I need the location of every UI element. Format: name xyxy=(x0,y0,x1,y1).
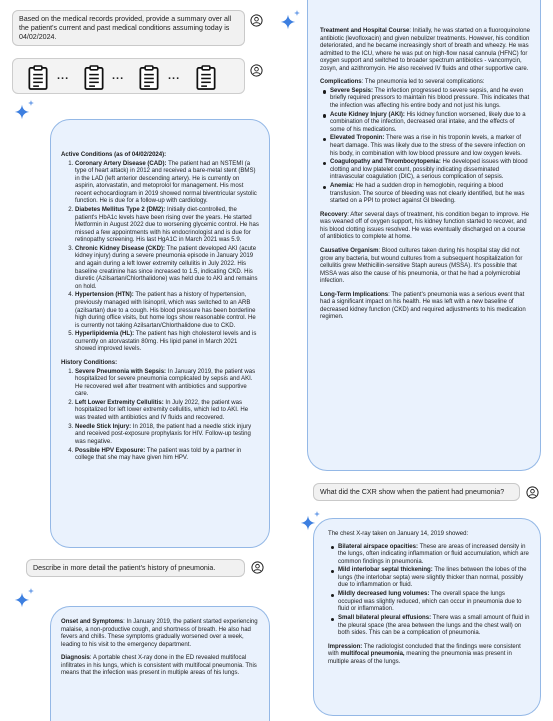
user-message-bubble xyxy=(26,559,245,577)
document-icon[interactable] xyxy=(83,65,105,90)
history-conditions-list xyxy=(61,369,259,463)
list-item: Mild interlobar septal thickening: The lines between the lobes of the lungs (the interlobar septa) were slightly thicker than normal, possibly due to inflammation or fluid. xyxy=(338,567,530,590)
user-avatar-icon xyxy=(250,64,263,77)
list-item: Coagulopathy and Thrombocytopenia: He developed issues with blood clotting and low platelet count, possibly indicating disseminated intravascular coagulation (DIC), a serious complication of sepsis. xyxy=(330,159,530,182)
list-item: 5. Hyperlipidemia (HL): The patient has high cholesterol levels and is currently on atorvastatin 80mg. His lipid panel in March 2021 showed improved levels. xyxy=(75,331,259,354)
ellipsis: ... xyxy=(168,70,181,82)
ai-sparkle-small-icon xyxy=(27,587,35,595)
list-item: 4. Hypertension (HTN): The patient has a history of hypertension, previously managed with lisinopril, which was switched to an ARB (azilsartan) due to a cough. His blood pressure has been borderline high during office visits, but home logs show reasonable control. He is currently not taking Azilsartan/Chlorthalidone due to CKD. xyxy=(75,292,259,330)
assistant-response-conditions xyxy=(50,119,270,548)
list-item: Severe Sepsis: The infection progressed to severe sepsis, and he even briefly required pressors to maintain his blood pressure. This indicates that the infection was affecting his entire body and not just his lungs. xyxy=(330,87,530,109)
ellipsis: ... xyxy=(112,70,125,82)
ellipsis: ... xyxy=(57,70,70,82)
cxr-intro: The chest X-ray taken on January 14, 2019 showed: xyxy=(328,531,469,537)
user-message-bubble xyxy=(12,10,245,46)
user-avatar-icon xyxy=(526,486,539,499)
document-icon[interactable] xyxy=(138,65,160,90)
list-item: 1. Coronary Artery Disease (CAD): The patient had an NSTEMI (a type of heart attack) in 2012 and received a bare-metal stent (BMS) in the LAD (left anterior descending artery). He is currently on aspirin, atorvastatin, and metoprolol for management. His most recent echocardiogram in 2019 showed normal biventricular systolic function. He is due for a follow-up with cardiology. xyxy=(75,161,259,206)
assistant-response-cxr xyxy=(313,518,541,716)
active-conditions-list xyxy=(61,161,259,354)
onset-paragraph: Onset and Symptoms: In January 2019, the patient started experiencing malaise, a non-productive cough, and shortness of breath. He also had fevers and chills. These symptoms gradually worsened over a week, leading to his visit to the emergency department. xyxy=(61,619,258,648)
assistant-response-pneumonia-part2 xyxy=(307,0,541,471)
list-item: 4. Possible HPV Exposure: The patient was told by a partner in college that she may have given him HPV. xyxy=(75,448,259,463)
list-item: Small bilateral pleural effusions: There was a small amount of fluid in the pleural space (the area between the lungs and the chest wall) on both sides. This can be a complication of pneumonia. xyxy=(338,615,530,637)
history-conditions-heading: History Conditions: xyxy=(61,359,118,366)
attachments-row xyxy=(12,58,245,94)
user-message-text: Describe in more detail the patient's history of pneumonia. xyxy=(33,564,216,572)
assistant-response-pneumonia-part1 xyxy=(50,606,270,721)
complications-intro: Complications: The pneumonia led to several complications: xyxy=(320,79,485,86)
cxr-findings-list xyxy=(328,544,530,638)
recovery-paragraph: Recovery: After several days of treatment, his condition began to improve. He was weaned off of oxygen support, his kidney function started to recover, and his blood clotting issues resolved. He was eventually discharged on a course of antibiotics to complete at home. xyxy=(320,211,530,241)
list-item: Mildly decreased lung volumes: The overall space the lungs occupied was slightly reduced, which can occur in pneumonia due to fluid or inflammation. xyxy=(338,591,530,614)
user-message-bubble xyxy=(313,483,520,501)
user-avatar-icon xyxy=(250,14,263,27)
impression-paragraph: Impression: The radiologist concluded that the findings were consistent with multifocal pneumonia, meaning the pneumonia was present in multiple areas of the lungs. xyxy=(328,643,521,665)
ai-sparkle-small-icon xyxy=(313,510,321,518)
long-term-paragraph: Long-Term Implications: The patient's pneumonia was a serious event that had a significant impact on his health. He was left with a new baseline of decreased kidney function (CKD) and required adjustments to his medication regimen. xyxy=(320,291,526,321)
ai-sparkle-small-icon xyxy=(27,99,35,107)
list-item: Elevated Troponin: There was a rise in his troponin levels, a marker of heart damage. This was likely due to the stress of the severe infection on his body, in combination with low blood pressure and low oxygen levels. xyxy=(330,135,530,158)
document-icon[interactable] xyxy=(27,65,49,90)
treatment-paragraph: Treatment and Hospital Course: Initially, he was started on a fluoroquinolone antibiotic (levofloxacin) and given nebulizer treatments. However, his condition deteriorated, and he became increasingly short of breath and wheezy. He was admitted to the ICU, where he was put on high-flow nasal cannula (HFNC) for oxygen support and switched to broader spectrum antibiotics - vancomycin, zosyn, and azithromycin. He also received IV fluids and other supportive care. xyxy=(320,28,530,72)
causative-organism-paragraph: Causative Organism: Blood cultures taken during his hospital stay did not grow any bacteria, but wound cultures from a subsequent hospitalization for cellulitis grew Methicillin-sensitive Staph aureus (MSSA). It's possible that MSSA was also the cause of his pneumonia, or that he had a polymicrobial infection. xyxy=(320,247,523,285)
list-item: Bilateral airspace opacities: These are areas of increased density in the lungs, often indicating inflammation or fluid accumulation, which are common findings in pneumonia. xyxy=(338,543,529,565)
user-avatar-icon xyxy=(251,561,264,574)
active-conditions-heading: Active Conditions (as of 04/02/2024): xyxy=(61,152,167,158)
list-item: 2. Diabetes Mellitus Type 2 (DM2): Initially diet-controlled, the patient's HbA1c levels have been rising over the years. He started Metformin in August 2022 due to worsening glycemic control. He has missed a few appointments with his endocrinologist and is due for retinopathy screening. His last HgA1C in March 2021 was 5.9. xyxy=(75,207,259,245)
diagnosis-paragraph: Diagnosis: A portable chest X-ray done in the ED revealed multifocal infiltrates in his lungs, which is consistent with multifocal pneumonia. This means that the infection was present in multiple areas of his lungs. xyxy=(61,655,257,677)
user-message-text: Based on the medical records provided, provide a summary over all the patient's current and past medical conditions assuming today is 04/02/2024. xyxy=(19,15,232,42)
user-message-text: What did the CXR show when the patient had pneumonia? xyxy=(320,488,505,496)
list-item: 2. Left Lower Extremity Cellulitis: In July 2022, the patient was hospitalized for left lower extremity cellulitis, which led to AKI. He was treated with antibiotics and IV fluids and recovered. xyxy=(75,400,259,423)
list-item: 3. Chronic Kidney Disease (CKD): The patient developed AKI (acute kidney injury) during a severe pneumonia episode in January 2019 and again during a left lower extremity cellulitis in July 2022. His baseline creatinine has since increased to 1.5, indicating CKD. His diuretic (Azilsartan/Chlorthalidone) was held due to AKI and remains on hold. xyxy=(75,246,259,291)
ai-sparkle-small-icon xyxy=(293,9,301,17)
list-item: Acute Kidney Injury (AKI): His kidney function worsened, likely due to a combination of the infection, decreased oral intake, and the effects of some of his medications. xyxy=(330,112,530,135)
list-item: 3. Needle Stick Injury: In 2018, the patient had a needle stick injury and received post-exposure prophylaxis for HIV. Follow-up testing was negative. xyxy=(75,424,259,447)
document-icon[interactable] xyxy=(195,65,217,90)
list-item: 1. Severe Pneumonia with Sepsis: In January 2019, the patient was hospitalized for severe pneumonia complicated by sepsis and AKI. He recovered well after treatment with antibiotics and supportive care. xyxy=(75,369,259,399)
list-item: Anemia: He had a sudden drop in hemoglobin, requiring a blood transfusion. The source of bleeding was not clearly identified, but he was started on a PPI to protect against GI bleeding. xyxy=(330,183,530,206)
complications-list xyxy=(320,88,530,206)
